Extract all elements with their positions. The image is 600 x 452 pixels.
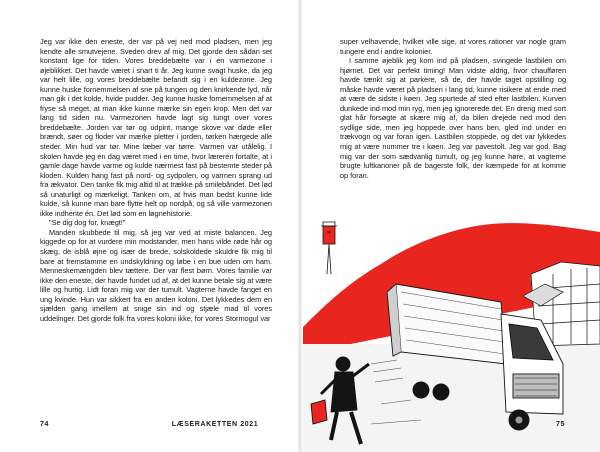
paragraph: Manden skubbede til mig, så jeg var ved at miste balancen. Jeg kiggede op for at vurdere min modstander, men hans vilde røde hår og skæg, de isblå øjne og især de brede, solskoldede skuldre fik mig til bare at fremstamme en undskyldning og løbe i en bue uden om ham. Menneskemængden blev tættere. Der var flest børn. Vores familie var ikke den eneste, der havde fundet ud af, at det kunne betale sig at være lille og hurtig. Lidt foran mig var der tumult. Vagterne havde fanget en ung kvinde. Hun var sikkert fra en anden koloni. Det lykkedes dem en sjælden gang imellem at snige sin ind og stjæle mad til vores uddelinger. Det gjorde folk fra vores koloni ikke, for vores Stormogul var <box>40 227 272 323</box>
paragraph: Jeg var ikke den eneste, der var på vej ned mod pladsen, men jeg kendte alle smutvejene. Sveden drev af mig. Det gjorde den sådan set konstant lige for tiden. Vores breddebælte var i en varmezone i øjeblikket. Det havde været i snart ti år. Jeg kunne svagt huske, da jeg var helt lille, og vores breddebælte befandt sig i en kuldezone. Jeg kunne huske fornemmelsen af sne på tungen og den knirkende lyd, når man gik i det kolde, hvide pudder. Jeg kunne huske fornemmelsen af at fryse så meget, at man ikke kunne mærke sin egen krop. Men det var lang tid siden nu. Varmezonen havde lagt sig tungt over vores breddebælte. Jorden var tør og udpint, mange skove var døde eller brændt, søer og floder var mærke pletter i jorden, tørken hærgede alle steder. Min hud var tør. Mine læber var tørre. Varmen var utålelig. I skolen havde jeg en dag været med i en time, hvor læreren fortalte, at i gamle dage havde varme og kulde nærmest fast på bestemte steder på kloden. Kulden hang fast på nord- og sydpolen, og varmen sprang ud fra ækvator. Den tanke fik mig altid til at trække på smilebåndet. Det lød så unaturligt og mærkeligt. Tanken om, at hvis man bedst kunne lide kulde, så kunne man bare flytte helt op nordpå, og så ville varmezonen ikke indhente én. Det lød som en løgnehistorie. <box>40 37 272 218</box>
watchtower <box>321 222 337 274</box>
right-page-text <box>340 37 566 180</box>
page-number-left: 74 <box>40 421 49 428</box>
left-page <box>0 0 299 452</box>
truck-illustration <box>301 214 600 452</box>
dialogue-line: "Se dig dog for, knægt!" <box>49 218 126 228</box>
book-gutter <box>297 0 303 452</box>
left-page-text <box>40 37 272 323</box>
paragraph: I samme øjeblik jeg kom ind på pladsen, svingede lastbilen om hjørnet. Det var perfekt timing! Man vidste aldrig, hvor chaufføren havde tænkt sig at parkere, så de, der havde taget opstilling og måske havde været på pladsen i lang tid, kunne risikere at ende med at være de sidste i køen. Jeg spurtede af sted efter lastbilen. Kurven dunkede ind mod min ryg, men jeg ignorerede det. En dreng med sort glat hår forsøgte at skære mig af, da bilen drejede ned mod den sydlige side, men jeg hoppede over hans ben, gled ind under en trækvogn og var foran igen. Lastbilen stoppede, og det var lykkedes mig at være nummer tre i køen. Jeg var pavestolt. Jeg var god. Bag mig var der som sædvanlig tumult, og jeg kunne høre, at vagterne brugte luftkanoner på de bagerste folk, der kæmpede for at komme op foran. <box>340 56 566 180</box>
page-number-right: 75 <box>556 421 565 428</box>
paragraph: super velhavende, hvilket ville sige, at vores rationer var nogle gram tungere end i andre kolonier. <box>340 37 566 56</box>
running-title: LÆSERAKETTEN 2021 <box>171 421 259 428</box>
